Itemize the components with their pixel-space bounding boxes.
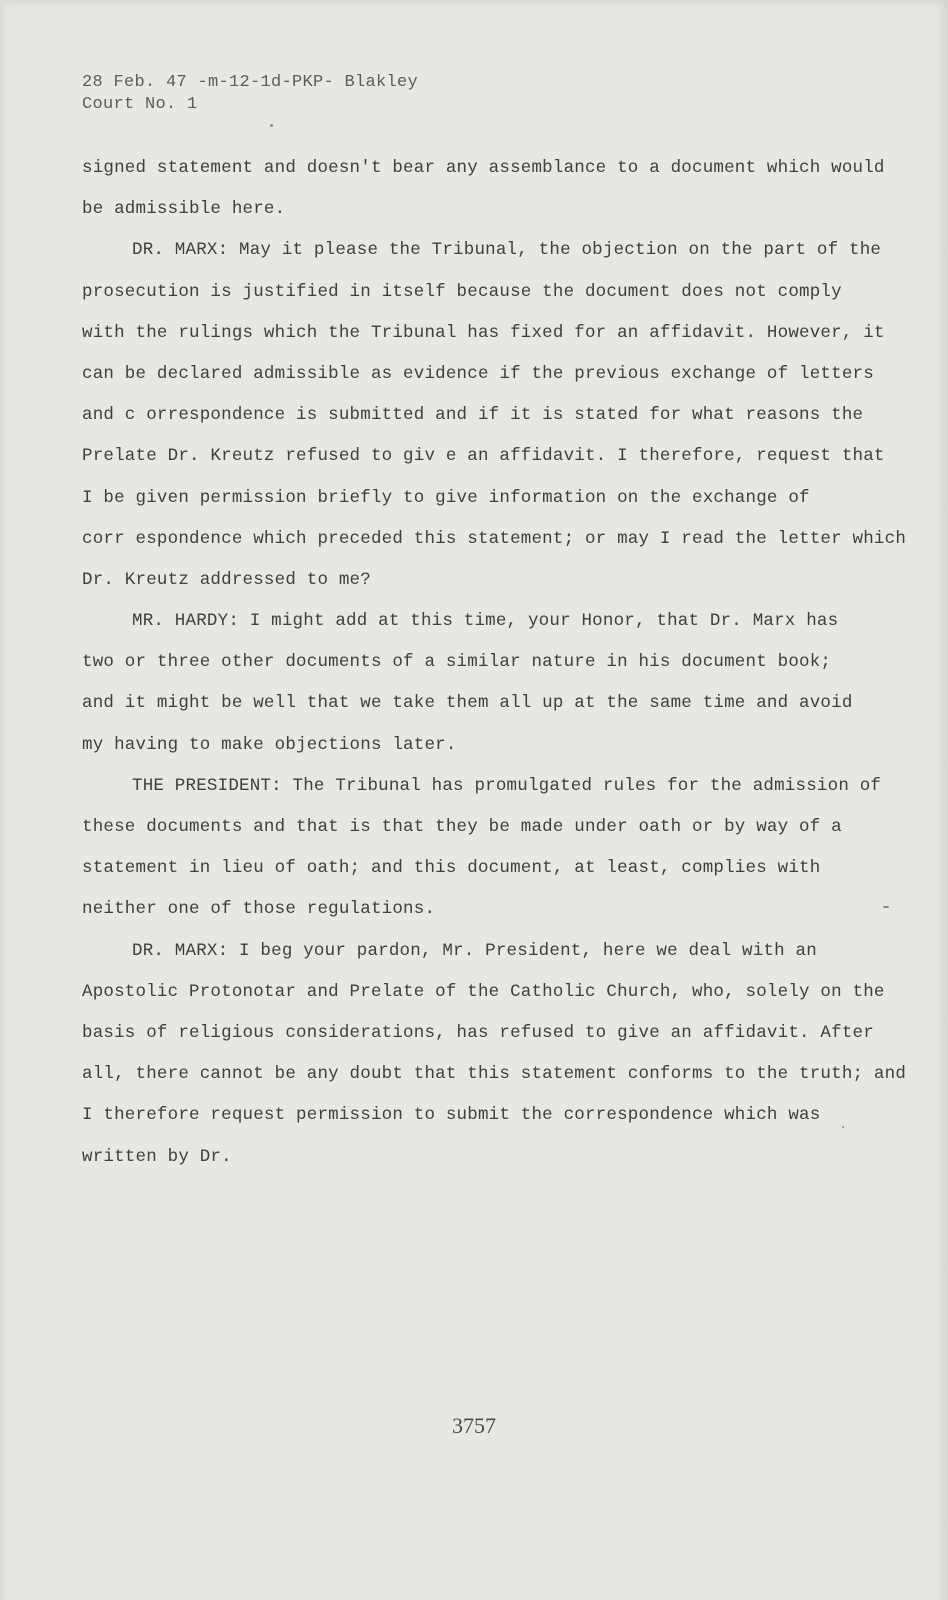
page-edge-top	[0, 0, 948, 8]
transcript-line: my having to make objections later.	[82, 734, 457, 755]
transcript-line: I be given permission briefly to give information on the exchange of	[82, 487, 810, 508]
page-number: 3757	[452, 1413, 496, 1438]
transcript-line: DR. MARX: May it please the Tribunal, the objection on the part of the	[132, 240, 882, 261]
ink-speck	[270, 124, 273, 127]
transcript-line: and c orrespondence is submitted and if it is stated for what reasons the	[82, 405, 864, 426]
transcript-body	[82, 148, 907, 1178]
transcript-line: can be declared admissible as evidence if the previous exchange of letters	[82, 363, 874, 384]
ink-speck	[883, 906, 889, 908]
page-edge-left	[0, 0, 10, 1600]
transcript-line: MR. HARDY: I might add at this time, your Honor, that Dr. Marx has	[132, 611, 839, 632]
transcript-line: be admissible here.	[82, 199, 286, 220]
transcript-line: statement in lieu of oath; and this document, at least, complies with	[82, 858, 821, 879]
transcript-line: these documents and that is that they be made under oath or by way of a	[82, 817, 842, 837]
ink-speck	[842, 1126, 844, 1128]
transcript-line: THE PRESIDENT: The Tribunal has promulgated rules for the admission of	[132, 775, 882, 796]
transcript-line: corr espondence which preceded this statement; or may I read the letter which	[82, 528, 907, 549]
transcript-line: I therefore request permission to submit the correspondence which was	[82, 1105, 821, 1126]
transcript-line: basis of religious considerations, has refused to give an affidavit. After	[82, 1022, 874, 1043]
transcript-line: Apostolic Protonotar and Prelate of the Catholic Church, who, solely on the	[82, 981, 885, 1002]
transcript-line: with the rulings which the Tribunal has fixed for an affidavit. However, it	[82, 322, 885, 343]
transcript-line: Prelate Dr. Kreutz refused to giv e an affidavit. I therefore, request that	[82, 446, 885, 467]
transcript-line: neither one of those regulations.	[82, 899, 436, 920]
header-line-court: Court No. 1	[82, 95, 198, 114]
transcript-line: written by Dr.	[82, 1146, 232, 1167]
transcript-line: DR. MARX: I beg your pardon, Mr. President, here we deal with an	[132, 940, 817, 961]
page-header	[82, 72, 418, 116]
page-edge-right	[934, 0, 948, 1600]
transcript-line: two or three other documents of a similar nature in his document book;	[82, 652, 832, 673]
transcript-line: signed statement and doesn't bear any assemblance to a document which would	[82, 158, 885, 178]
transcript-line: prosecution is justified in itself because the document does not comply	[82, 281, 842, 302]
transcript-line: all, there cannot be any doubt that this statement conforms to the truth; and	[82, 1064, 907, 1085]
header-line-date-code: 28 Feb. 47 -m-12-1d-PKP- Blakley	[82, 73, 419, 92]
transcript-line: and it might be well that we take them all up at the same time and avoid	[82, 693, 853, 714]
transcript-line: Dr. Kreutz addressed to me?	[82, 569, 371, 590]
